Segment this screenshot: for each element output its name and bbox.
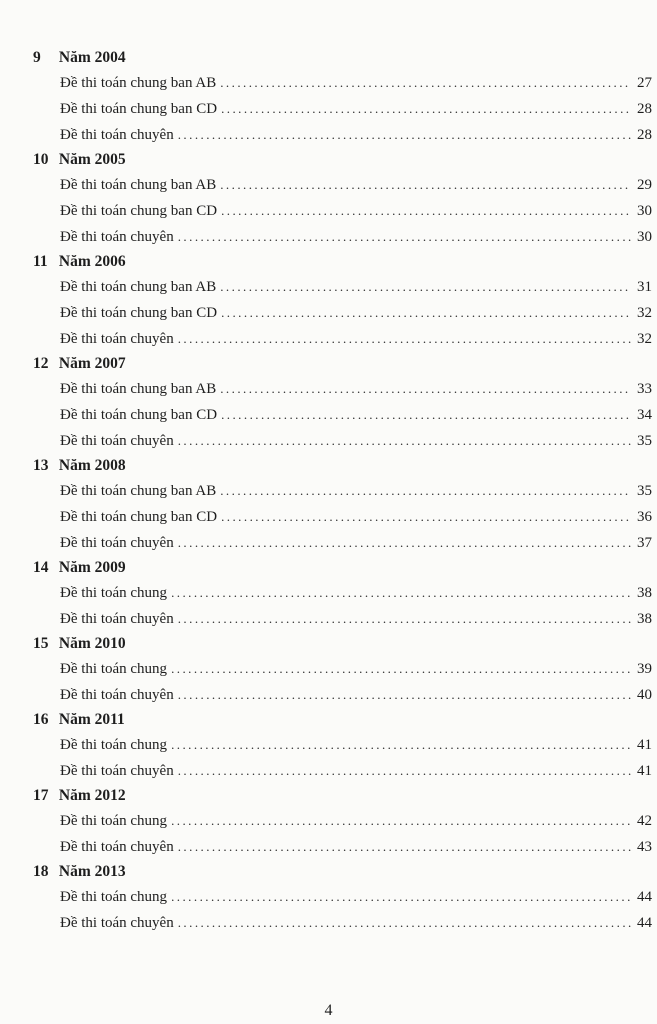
entry-page: 41 — [637, 737, 652, 753]
toc-entry[interactable] — [0, 326, 657, 352]
toc-section — [0, 860, 657, 936]
entry-title: Đề thi toán chung — [60, 737, 168, 753]
entry-page: 43 — [637, 839, 652, 855]
toc-section — [0, 352, 657, 454]
section-heading — [0, 784, 657, 808]
toc-entry[interactable] — [0, 172, 657, 198]
entry-page: 44 — [637, 915, 652, 931]
toc-entry[interactable] — [0, 606, 657, 632]
section-title: Năm 2008 — [58, 457, 126, 474]
toc-entry[interactable] — [0, 504, 657, 530]
entry-page: 42 — [637, 813, 652, 829]
dot-leader — [171, 580, 631, 606]
section-number: 14 — [33, 559, 49, 576]
dot-leader — [178, 606, 631, 632]
entry-page: 29 — [637, 177, 652, 193]
section-heading — [0, 556, 657, 580]
entry-page: 38 — [637, 611, 652, 627]
dot-leader — [178, 530, 631, 556]
entry-title: Đề thi toán chuyên — [60, 535, 174, 551]
entry-page: 28 — [637, 101, 652, 117]
entry-title: Đề thi toán chung ban AB — [60, 279, 217, 295]
entry-title: Đề thi toán chuyên — [60, 127, 174, 143]
entry-title: Đề thi toán chuyên — [60, 687, 174, 703]
entry-title: Đề thi toán chung ban AB — [60, 177, 217, 193]
toc-entry[interactable] — [0, 530, 657, 556]
dot-leader — [221, 96, 631, 122]
toc-entry[interactable] — [0, 580, 657, 606]
entry-title: Đề thi toán chung ban CD — [60, 407, 218, 423]
dot-leader — [220, 172, 631, 198]
entry-page: 35 — [637, 483, 652, 499]
entry-title: Đề thi toán chung ban AB — [60, 483, 217, 499]
section-title: Năm 2004 — [58, 49, 126, 66]
section-heading — [0, 352, 657, 376]
section-title: Năm 2011 — [58, 711, 125, 728]
dot-leader — [221, 300, 631, 326]
toc-entry[interactable] — [0, 402, 657, 428]
entry-page: 41 — [637, 763, 652, 779]
toc-entry[interactable] — [0, 70, 657, 96]
entry-title: Đề thi toán chung — [60, 661, 168, 677]
toc-entry[interactable] — [0, 808, 657, 834]
section-title: Năm 2006 — [58, 253, 126, 270]
toc-entry[interactable] — [0, 224, 657, 250]
entry-title: Đề thi toán chung ban CD — [60, 509, 218, 525]
entry-title: Đề thi toán chuyên — [60, 331, 174, 347]
dot-leader — [220, 70, 631, 96]
dot-leader — [221, 402, 631, 428]
section-heading — [0, 860, 657, 884]
entry-title: Đề thi toán chung — [60, 889, 168, 905]
toc-section — [0, 250, 657, 352]
toc-entry[interactable] — [0, 478, 657, 504]
section-number: 12 — [33, 355, 49, 372]
entry-title: Đề thi toán chuyên — [60, 433, 174, 449]
section-title: Năm 2012 — [58, 787, 126, 804]
toc-section — [0, 632, 657, 708]
toc-entry[interactable] — [0, 758, 657, 784]
dot-leader — [178, 834, 631, 860]
dot-leader — [178, 428, 631, 454]
entry-title: Đề thi toán chuyên — [60, 915, 174, 931]
section-title: Năm 2005 — [58, 151, 126, 168]
entry-page: 30 — [637, 229, 652, 245]
dot-leader — [178, 224, 631, 250]
section-number: 15 — [33, 635, 49, 652]
table-of-contents — [0, 46, 657, 936]
entry-title: Đề thi toán chung ban CD — [60, 305, 218, 321]
toc-entry[interactable] — [0, 834, 657, 860]
toc-entry[interactable] — [0, 122, 657, 148]
entry-page: 38 — [637, 585, 652, 601]
entry-page: 37 — [637, 535, 652, 551]
dot-leader — [178, 122, 631, 148]
entry-page: 30 — [637, 203, 652, 219]
dot-leader — [220, 274, 631, 300]
entry-page: 39 — [637, 661, 652, 677]
toc-section — [0, 708, 657, 784]
dot-leader — [220, 376, 631, 402]
entry-title: Đề thi toán chung — [60, 813, 168, 829]
section-number: 11 — [33, 253, 48, 270]
toc-entry[interactable] — [0, 376, 657, 402]
section-number: 16 — [33, 711, 49, 728]
entry-page: 44 — [637, 889, 652, 905]
entry-title: Đề thi toán chung ban CD — [60, 203, 218, 219]
dot-leader — [178, 758, 631, 784]
toc-entry[interactable] — [0, 910, 657, 936]
entry-title: Đề thi toán chuyên — [60, 839, 174, 855]
entry-page: 40 — [637, 687, 652, 703]
dot-leader — [220, 478, 631, 504]
section-heading — [0, 454, 657, 478]
entry-page: 33 — [637, 381, 652, 397]
entry-title: Đề thi toán chuyên — [60, 763, 174, 779]
page-number: 4 — [324, 1002, 333, 1019]
section-title: Năm 2007 — [58, 355, 126, 372]
entry-page: 32 — [637, 331, 652, 347]
entry-page: 36 — [637, 509, 652, 525]
dot-leader — [171, 808, 631, 834]
dot-leader — [178, 326, 631, 352]
section-title: Năm 2009 — [58, 559, 126, 576]
toc-entry[interactable] — [0, 96, 657, 122]
section-title: Năm 2010 — [58, 635, 126, 652]
section-number: 18 — [33, 863, 49, 880]
toc-entry[interactable] — [0, 656, 657, 682]
toc-entry[interactable] — [0, 428, 657, 454]
toc-section — [0, 784, 657, 860]
toc-entry[interactable] — [0, 682, 657, 708]
entry-page: 31 — [637, 279, 652, 295]
section-title: Năm 2013 — [58, 863, 126, 880]
dot-leader — [221, 198, 631, 224]
toc-entry[interactable] — [0, 732, 657, 758]
dot-leader — [178, 682, 631, 708]
entry-page: 34 — [637, 407, 652, 423]
section-number: 10 — [33, 151, 49, 168]
entry-page: 28 — [637, 127, 652, 143]
toc-section — [0, 556, 657, 632]
section-heading — [0, 46, 657, 70]
toc-entry[interactable] — [0, 884, 657, 910]
entry-title: Đề thi toán chung ban AB — [60, 381, 217, 397]
entry-title: Đề thi toán chung ban AB — [60, 75, 217, 91]
section-number: 13 — [33, 457, 49, 474]
toc-section — [0, 148, 657, 250]
section-heading — [0, 148, 657, 172]
dot-leader — [221, 504, 631, 530]
toc-entry[interactable] — [0, 198, 657, 224]
entry-title: Đề thi toán chuyên — [60, 611, 174, 627]
entry-title: Đề thi toán chung — [60, 585, 168, 601]
section-heading — [0, 708, 657, 732]
toc-section — [0, 46, 657, 148]
dot-leader — [171, 732, 631, 758]
entry-page: 32 — [637, 305, 652, 321]
toc-entry[interactable] — [0, 300, 657, 326]
entry-title: Đề thi toán chung ban CD — [60, 101, 218, 117]
section-heading — [0, 250, 657, 274]
entry-page: 35 — [637, 433, 652, 449]
toc-entry[interactable] — [0, 274, 657, 300]
dot-leader — [178, 910, 631, 936]
section-heading — [0, 632, 657, 656]
toc-section — [0, 454, 657, 556]
section-number: 17 — [33, 787, 49, 804]
entry-page: 27 — [637, 75, 652, 91]
entry-title: Đề thi toán chuyên — [60, 229, 174, 245]
dot-leader — [171, 656, 631, 682]
section-number: 9 — [33, 49, 41, 66]
dot-leader — [171, 884, 631, 910]
